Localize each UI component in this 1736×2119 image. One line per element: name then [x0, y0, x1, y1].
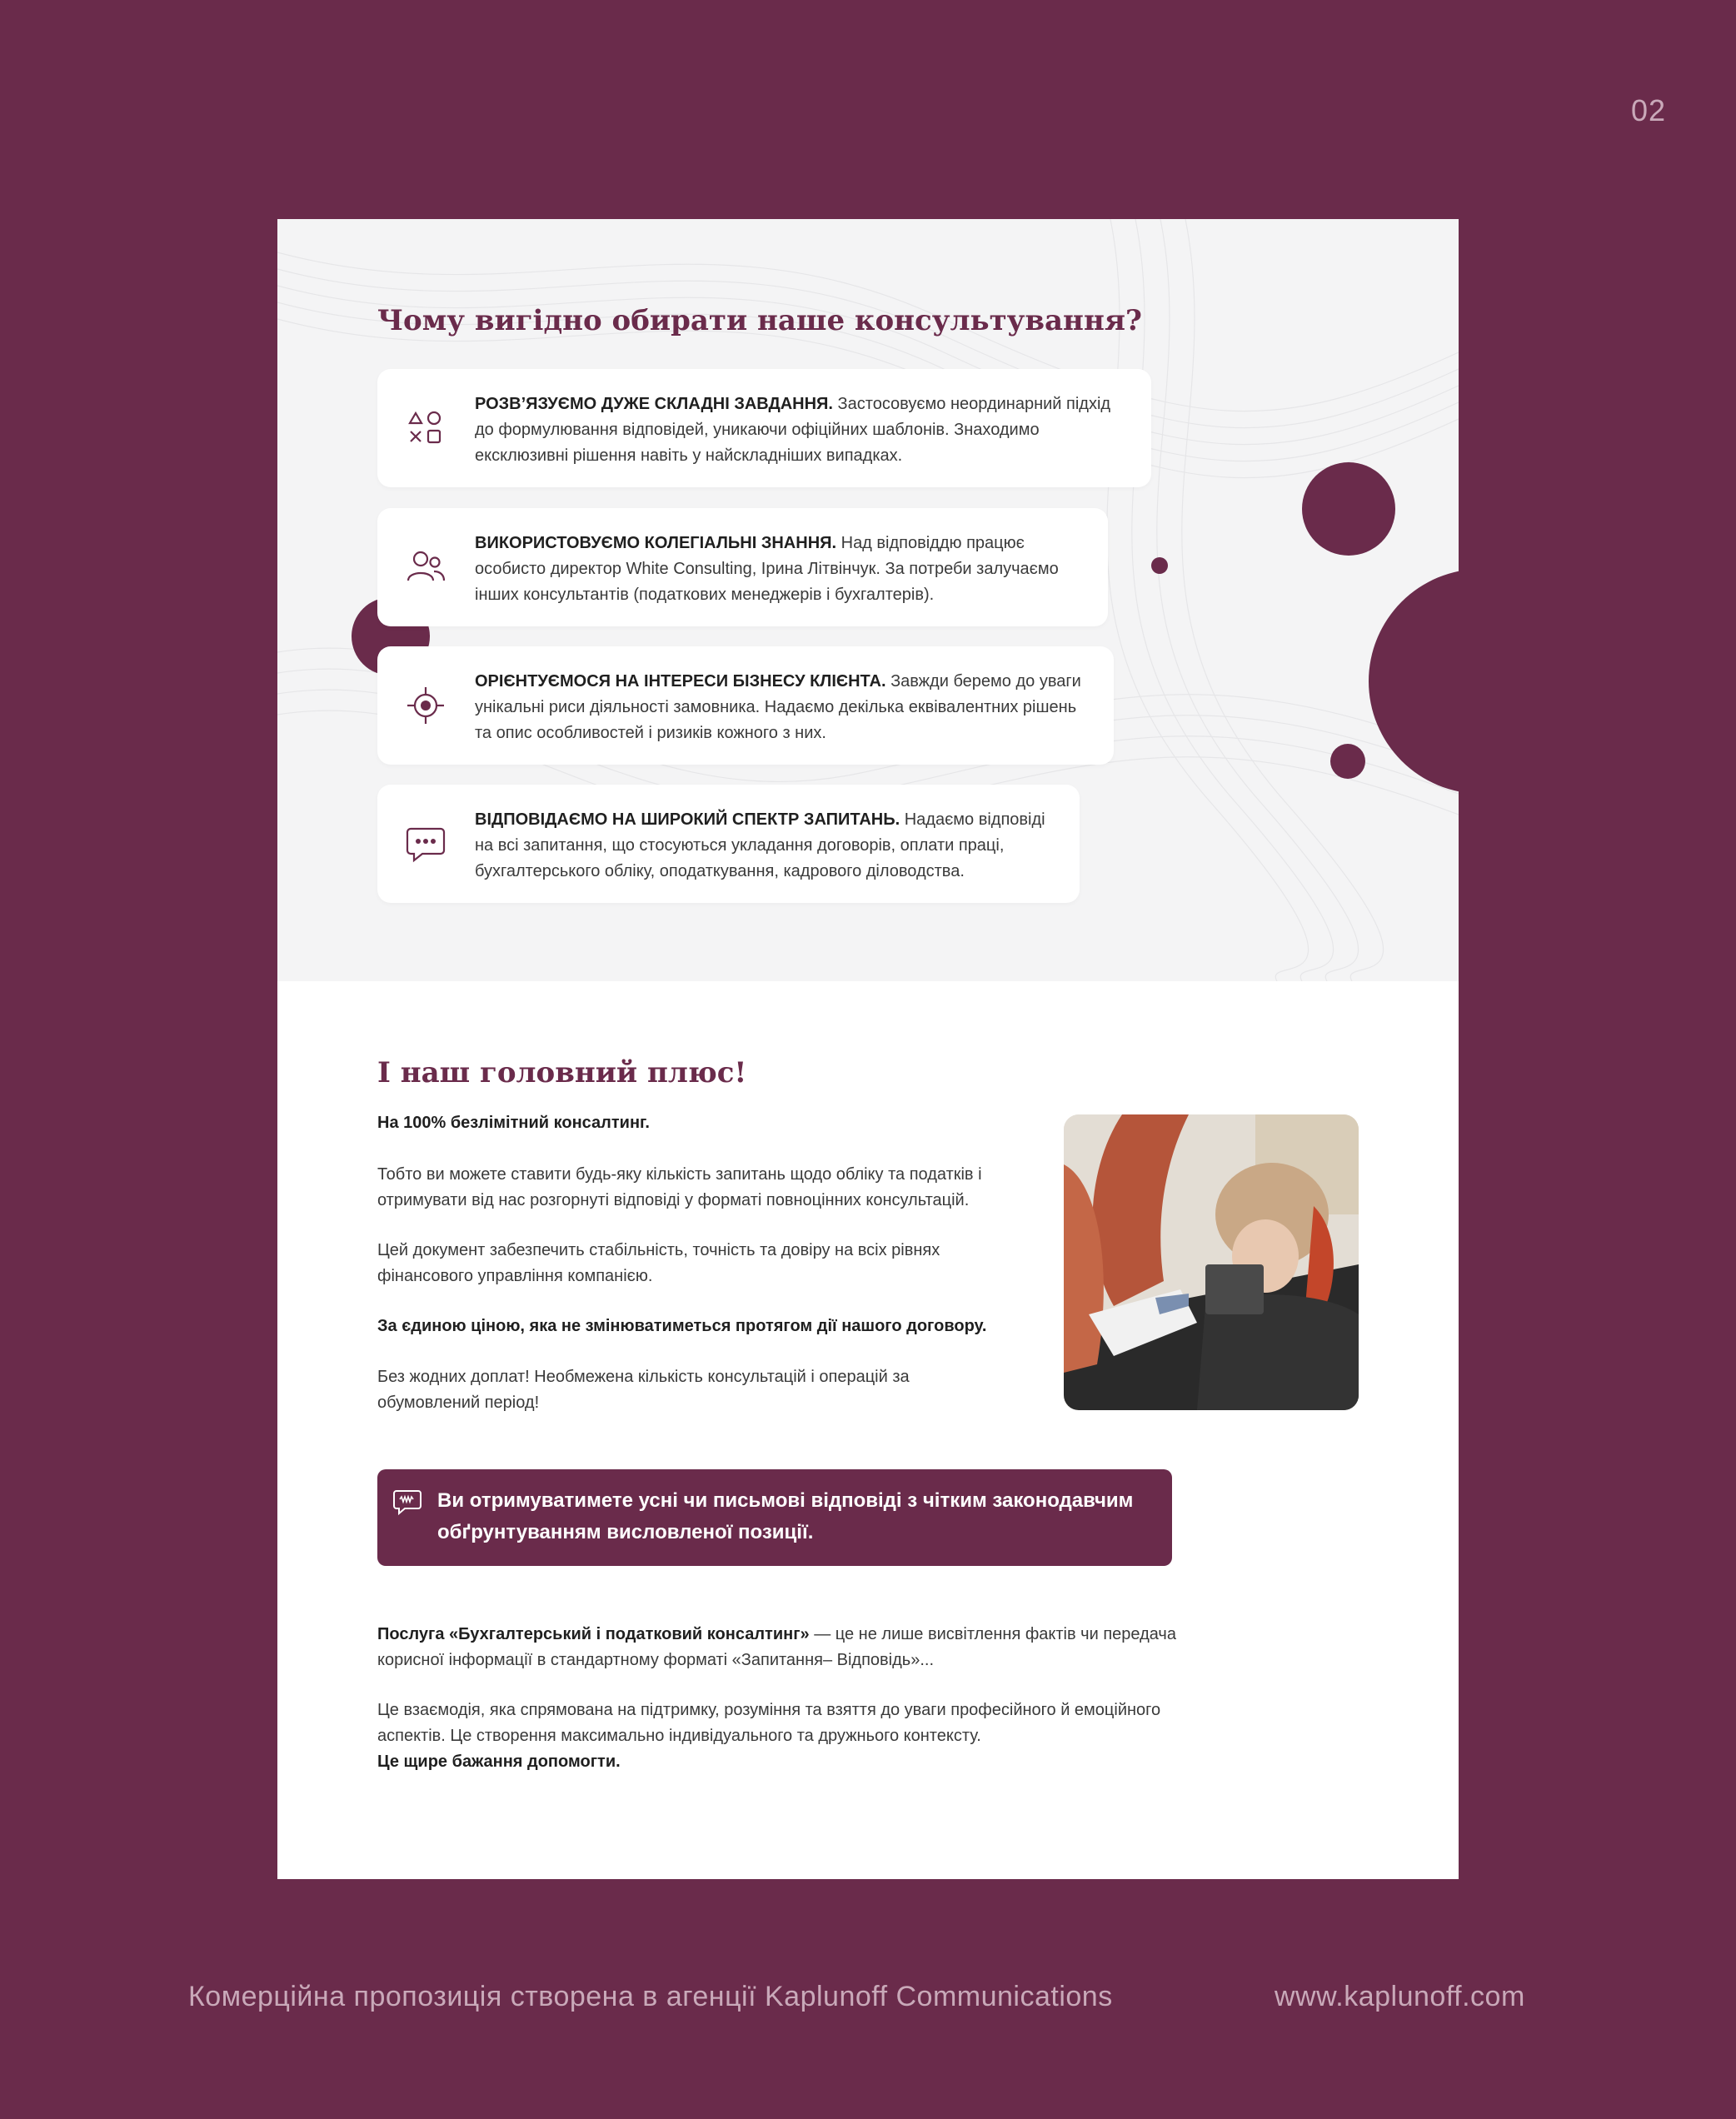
photo-illustration	[1064, 1114, 1359, 1410]
benefit-card	[377, 785, 1080, 903]
footer-agency-credit: Комерційна пропозиція створена в агенції Kaplunoff Communications	[188, 1981, 1113, 2012]
benefit-title: ВИКОРИСТОВУЄМО КОЛЕГІАЛЬНІ ЗНАННЯ.	[475, 534, 837, 552]
decor-circle-mid	[1302, 462, 1395, 556]
plus-paragraph: Тобто ви можете ставити будь-яку кількість запитань щодо обліку та податків і отримувати від нас розгорнуті відповіді у форматі повноцінних консультацій.	[377, 1165, 982, 1209]
service-text: Це взаємодія, яка спрямована на підтримку, розуміння та взяття до уваги професійного й емоційного аспектів. Це створення максимально індивідуального та дружнього контексту.	[377, 1701, 1161, 1745]
benefit-text	[475, 391, 1130, 469]
callout-text: Ви отримуватимете усні чи письмові відповіді з чітким законодавчим обґрунтуванням висловленої позиції.	[437, 1489, 1134, 1543]
decor-circle-small-right	[1330, 744, 1365, 779]
benefits-section	[277, 219, 1459, 981]
benefits-title: Чому вигідно обирати наше консультування?	[377, 304, 1142, 337]
benefit-card	[377, 508, 1108, 626]
users-icon	[404, 546, 447, 589]
benefit-card	[377, 369, 1151, 487]
chat-icon	[404, 822, 447, 865]
footer-website-link[interactable]: www.kaplunoff.com	[1275, 1981, 1525, 2012]
service-paragraph	[377, 1622, 1210, 1673]
benefit-text	[475, 807, 1058, 885]
benefit-description: Надаємо відповіді на всі запитання, що стосуються укладання договорів, оплати праці, бухгалтерського обліку, оподаткування, кадрового діловодства.	[475, 810, 1045, 880]
benefit-text	[475, 669, 1092, 746]
plus-title: І наш головний плюс!	[377, 1056, 747, 1089]
page-number: 02	[1630, 93, 1666, 127]
plus-paragraph: Без жодних доплат! Необмежена кількість консультацій і операцій за обумовлений період!	[377, 1368, 910, 1412]
benefit-description: Над відповіддю працює особисто директор White Consulting, Ірина Літвінчук. За потреби залучаємо інших консультантів (податкових менеджерів і бухгалтерів).	[475, 534, 1059, 604]
benefit-description: Застосовуємо неординарний підхід до формулювання відповідей, уникаючи офіційних шаблонів. Знаходимо ексклюзивні рішення навіть у найскладніших випадках.	[475, 395, 1111, 465]
service-text: — це не лише висвітлення фактів чи передача корисної інформації в стандартному форматі «Запитання– Відповідь»...	[377, 1625, 1176, 1669]
consultation-photo	[1064, 1114, 1359, 1410]
benefit-title: РОЗВ’ЯЗУЄМО ДУЖЕ СКЛАДНІ ЗАВДАННЯ.	[475, 395, 833, 413]
service-paragraph	[377, 1698, 1210, 1775]
benefit-title: ВІДПОВІДАЄМО НА ШИРОКИЙ СПЕКТР ЗАПИТАНЬ.	[475, 810, 900, 829]
plus-paragraph: Цей документ забезпечить стабільність, точність та довіру на всіх рівнях фінансового управління компанією.	[377, 1241, 940, 1285]
plus-paragraph-bold: За єдиною ціною, яка не змінюватиметься протягом дії нашого договору.	[377, 1317, 987, 1335]
document-sheet	[277, 219, 1459, 1879]
service-closing: Це щире бажання допомогти.	[377, 1753, 621, 1771]
service-title: Послуга «Бухгалтерський і податковий консалтинг»	[377, 1625, 810, 1643]
speech-bubble-icon	[392, 1488, 422, 1518]
target-icon	[404, 684, 447, 727]
benefit-text	[475, 531, 1086, 608]
plus-lead: На 100% безлімітний консалтинг.	[377, 1114, 650, 1132]
benefit-description: Завжди беремо до уваги унікальні риси діяльності замовника. Надаємо декілька еквівалентних рішень та опис особливостей і ризиків кожного з них.	[475, 672, 1081, 742]
callout-banner	[377, 1469, 1172, 1566]
benefit-card	[377, 646, 1114, 765]
benefit-title: ОРІЄНТУЄМОСЯ НА ІНТЕРЕСИ БІЗНЕСУ КЛІЄНТА.	[475, 672, 886, 691]
decor-dot	[1151, 557, 1168, 574]
shapes-icon	[404, 406, 447, 450]
